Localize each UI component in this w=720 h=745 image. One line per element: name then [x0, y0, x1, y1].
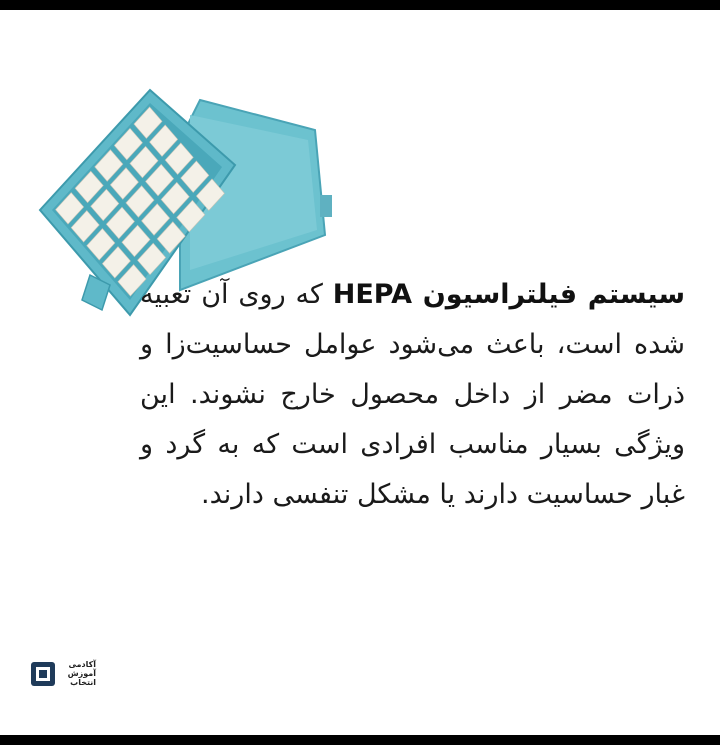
bottom-black-bar — [0, 735, 720, 745]
headline-text: سیستم فیلتراسیون HEPA — [332, 279, 685, 310]
logo-line-3: انتخاب — [70, 678, 96, 687]
logo-line-2: آموزش — [67, 669, 96, 678]
academy-logo-icon — [30, 661, 56, 687]
logo-line-1: آکادمی — [68, 660, 96, 669]
academy-logo — [30, 660, 96, 687]
academy-logo-text — [62, 660, 96, 687]
top-black-bar — [0, 0, 720, 10]
post-body-text — [140, 270, 685, 520]
body-text: که روی آن تعبیه شده است، باعث می‌شود عوامل حساسیت‌زا و ذرات مضر از داخل محصول خارج نشوند. این ویژگی بسیار مناسب افرادی است که به گرد و غبار حساسیت دارند یا مشکل تنفسی دارند. — [140, 279, 685, 510]
